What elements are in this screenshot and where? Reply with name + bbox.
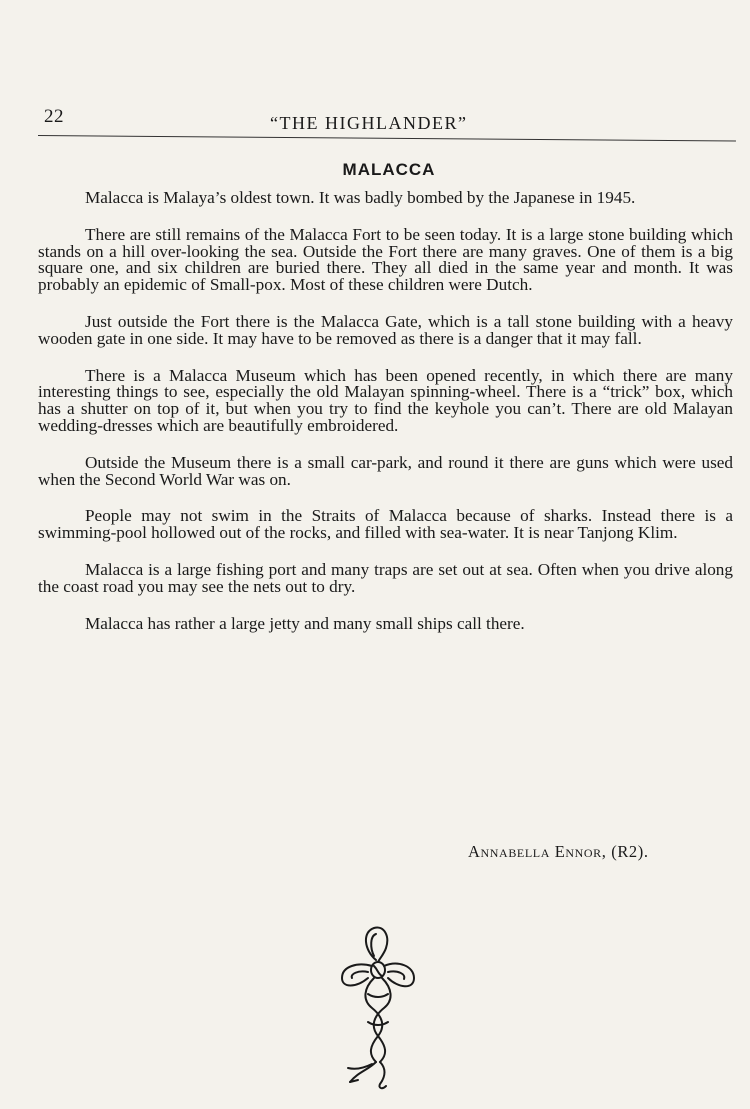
- paragraph: People may not swim in the Straits of Malacca because of sharks. Instead there is a swimming-pool hollowed out of the rocks, and filled with sea-water. It is near Tanjong Klim.: [38, 506, 733, 543]
- paragraph: Malacca is a large fishing port and many traps are set out at sea. Often when you drive along the coast road you may see the nets out to dry.: [38, 559, 733, 596]
- author-signature: Annabella Ennor, (R2).: [468, 842, 649, 861]
- paragraph: Just outside the Fort there is the Malacca Gate, which is a tall stone building with a heavy wooden gate in one side. It may have to be removed as there is a danger that it may fall.: [38, 311, 733, 348]
- page-number: 22: [44, 106, 64, 127]
- ribbon-bow-icon: [328, 922, 428, 1092]
- running-title: “THE HIGHLANDER”: [270, 113, 468, 133]
- paragraph: There is a Malacca Museum which has been opened recently, in which there are many interesting things to see, especially the old Malayan spinning-wheel. There is a “trick” box, which has a shutter on top of it, but when you try to find the keyhole you can’t. There are old Malayan wedding-dresses which are beautifully embroidered.: [38, 365, 733, 435]
- article-body: [38, 190, 733, 652]
- article-title: MALACCA: [342, 160, 436, 179]
- paragraph: Outside the Museum there is a small car-park, and round it there are guns which were used when the Second World War was on.: [38, 452, 733, 489]
- paragraph: Malacca is Malaya’s oldest town. It was badly bombed by the Japanese in 1945.: [85, 188, 636, 207]
- paragraph: There are still remains of the Malacca Fort to be seen today. It is a large stone building which stands on a hill over-looking the sea. Outside the Fort there are many graves. One of them is a big square one, and six children are buried there. They all died in the same year and month. It was probably an epidemic of Small-pox. Most of these children were Dutch.: [38, 224, 733, 295]
- paragraph: Malacca has rather a large jetty and many small ships call there.: [85, 613, 525, 633]
- header-rule: [38, 135, 736, 141]
